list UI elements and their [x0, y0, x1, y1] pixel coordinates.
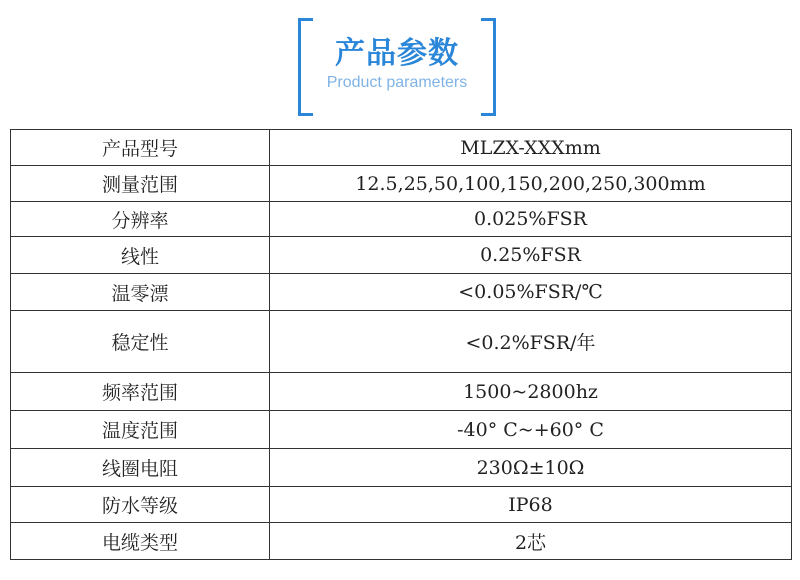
param-label: 测量范围: [11, 166, 270, 202]
param-label: 温零漂: [11, 274, 270, 311]
table-row: [11, 274, 792, 311]
param-value: -40° C~+60° C: [270, 411, 792, 449]
param-label: 线性: [11, 237, 270, 274]
table-row: [11, 311, 792, 373]
table-row: [11, 487, 792, 523]
param-label: 产品型号: [11, 130, 270, 166]
table-row: [11, 411, 792, 449]
param-label: 温度范围: [11, 411, 270, 449]
param-value: 2芯: [270, 523, 792, 560]
param-label: 频率范围: [11, 373, 270, 411]
param-value: <0.05%FSR/℃: [270, 274, 792, 311]
param-label: 电缆类型: [11, 523, 270, 560]
param-value: 0.025%FSR: [270, 202, 792, 237]
table-row: [11, 449, 792, 487]
section-header: [298, 18, 496, 110]
table-row: [11, 166, 792, 202]
param-value: 1500~2800hz: [270, 373, 792, 411]
table-row: [11, 523, 792, 560]
param-value: MLZX-XXXmm: [270, 130, 792, 166]
param-value: IP68: [270, 487, 792, 523]
param-label: 分辨率: [11, 202, 270, 237]
table-row: [11, 373, 792, 411]
param-label: 防水等级: [11, 487, 270, 523]
parameters-table: [10, 129, 792, 560]
section-subtitle: Product parameters: [326, 74, 468, 91]
param-label: 稳定性: [11, 311, 270, 373]
table-row: [11, 130, 792, 166]
section-title: 产品参数: [335, 36, 459, 71]
param-value: 12.5,25,50,100,150,200,250,300mm: [270, 166, 792, 202]
param-value: 230Ω±10Ω: [270, 449, 792, 487]
param-value: <0.2%FSR/年: [270, 311, 792, 373]
param-label: 线圈电阻: [11, 449, 270, 487]
table-row: [11, 202, 792, 237]
param-value: 0.25%FSR: [270, 237, 792, 274]
table-row: [11, 237, 792, 274]
